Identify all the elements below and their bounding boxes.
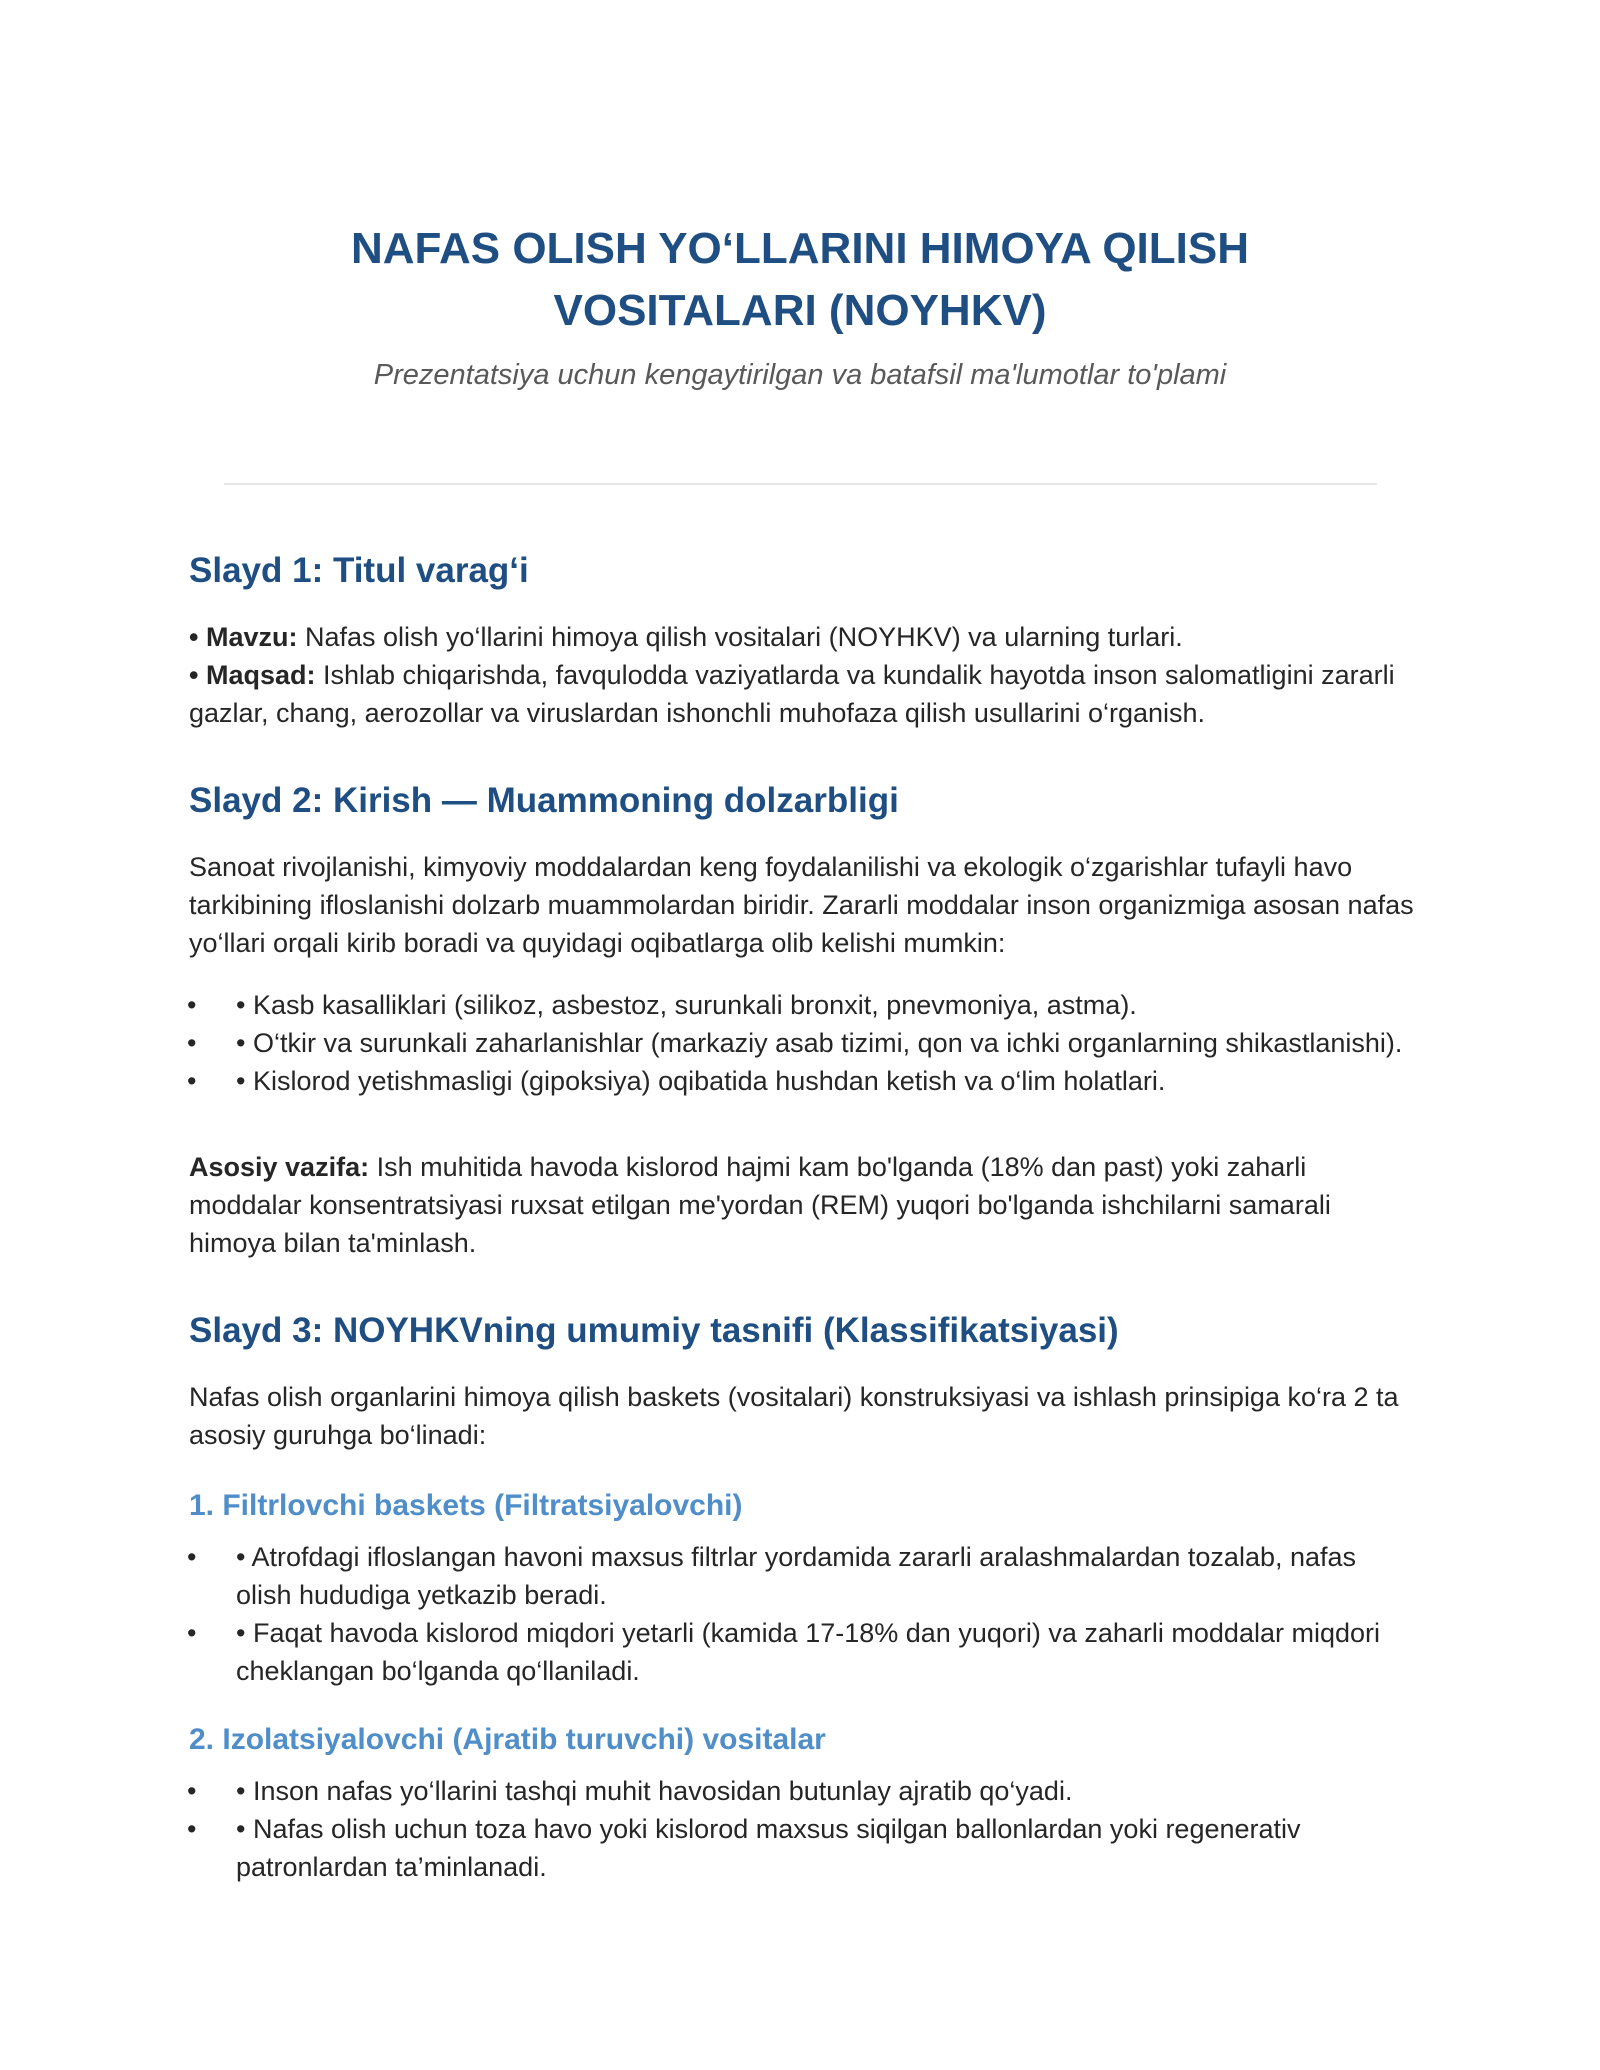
group1-list	[189, 1538, 1419, 1690]
document-title	[170, 218, 1430, 342]
title-divider	[224, 483, 1377, 485]
maqsad-text: Ishlab chiqarishda, favqulodda vaziyatlarda va kundalik hayotda inson salomatligini zararli gazlar, chang, aerozollar va viruslardan ishonchli muhofaza qilish usullarini o‘rganish.	[189, 660, 1395, 728]
list-item: • • Faqat havoda kislorod miqdori yetarli (kamida 17-18% dan yuqori) va zaharli moddalar miqdori cheklangan bo‘lganda qo‘llaniladi.	[189, 1614, 1419, 1690]
document-subtitle: Prezentatsiya uchun kengaytirilgan va batafsil ma'lumotlar to'plami	[373, 359, 1227, 391]
slide2-intro: Sanoat rivojlanishi, kimyoviy moddalardan keng foydalanilishi va ekologik o‘zgarishlar tufayli havo tarkibining ifloslanishi dolzarb muammolardan biridir. Zararli moddalar inson organizmiga asosan nafas yo‘llari orqali kirib boradi va quyidagi oqibatlarga olib kelishi mumkin:	[189, 852, 1414, 958]
slide2-consequence-list	[189, 986, 1419, 1100]
group1-heading: 1. Filtrlovchi baskets (Filtratsiyalovchi)	[189, 1489, 743, 1522]
task-text: Ish muhitida havoda kislorod hajmi kam bo'lganda (18% dan past) yoki zaharli moddalar konsentratsiyasi ruxsat etilgan me'yordan (REM) yuqori bo'lganda ishchilarni samarali himoya bilan ta'minlash.	[189, 1152, 1331, 1258]
mavzu-text: Nafas olish yo‘llarini himoya qilish vositalari (NOYHKV) va ularning turlari.	[297, 622, 1183, 652]
slide3-intro: Nafas olish organlarini himoya qilish baskets (vositalari) konstruksiyasi va ishlash prinsipiga ko‘ra 2 ta asosiy guruhga bo‘linadi:	[189, 1382, 1399, 1450]
slide3-heading: Slayd 3: NOYHKVning umumiy tasnifi (Klassifikatsiyasi)	[189, 1311, 1119, 1350]
slide2-task	[189, 1148, 1419, 1262]
mavzu-label: • Mavzu:	[189, 622, 298, 652]
group2-heading: 2. Izolatsiyalovchi (Ajratib turuvchi) vositalar	[189, 1723, 826, 1756]
list-item: • • Nafas olish uchun toza havo yoki kislorod maxsus siqilgan ballonlardan yoki regenerativ patronlardan ta’minlanadi.	[189, 1810, 1419, 1886]
list-item: • • Kislorod yetishmasligi (gipoksiya) oqibatida hushdan ketish va o‘lim holatlari.	[189, 1062, 1419, 1100]
list-item: • • O‘tkir va surunkali zaharlanishlar (markaziy asab tizimi, qon va ichki organlarning shikastlanishi).	[189, 1024, 1419, 1062]
maqsad-label: • Maqsad:	[189, 660, 316, 690]
task-label: Asosiy vazifa:	[189, 1152, 370, 1182]
list-item: • • Inson nafas yo‘llarini tashqi muhit havosidan butunlay ajratib qo‘yadi.	[189, 1772, 1419, 1810]
slide2-heading: Slayd 2: Kirish — Muammoning dolzarbligi	[189, 781, 899, 820]
title-line-2: VOSITALARI (NOYHKV)	[553, 286, 1047, 335]
list-item: • • Kasb kasalliklari (silikoz, asbestoz, surunkali bronxit, pnevmoniya, astma).	[189, 986, 1419, 1024]
slide1-body	[189, 618, 1419, 732]
slide1-heading: Slayd 1: Titul varag‘i	[189, 551, 529, 590]
title-line-1: NAFAS OLISH YO‘LLARINI HIMOYA QILISH	[350, 224, 1249, 273]
list-item: • • Atrofdagi ifloslangan havoni maxsus filtrlar yordamida zararli aralashmalardan tozalab, nafas olish hududiga yetkazib beradi.	[189, 1538, 1419, 1614]
group2-list	[189, 1772, 1419, 1886]
